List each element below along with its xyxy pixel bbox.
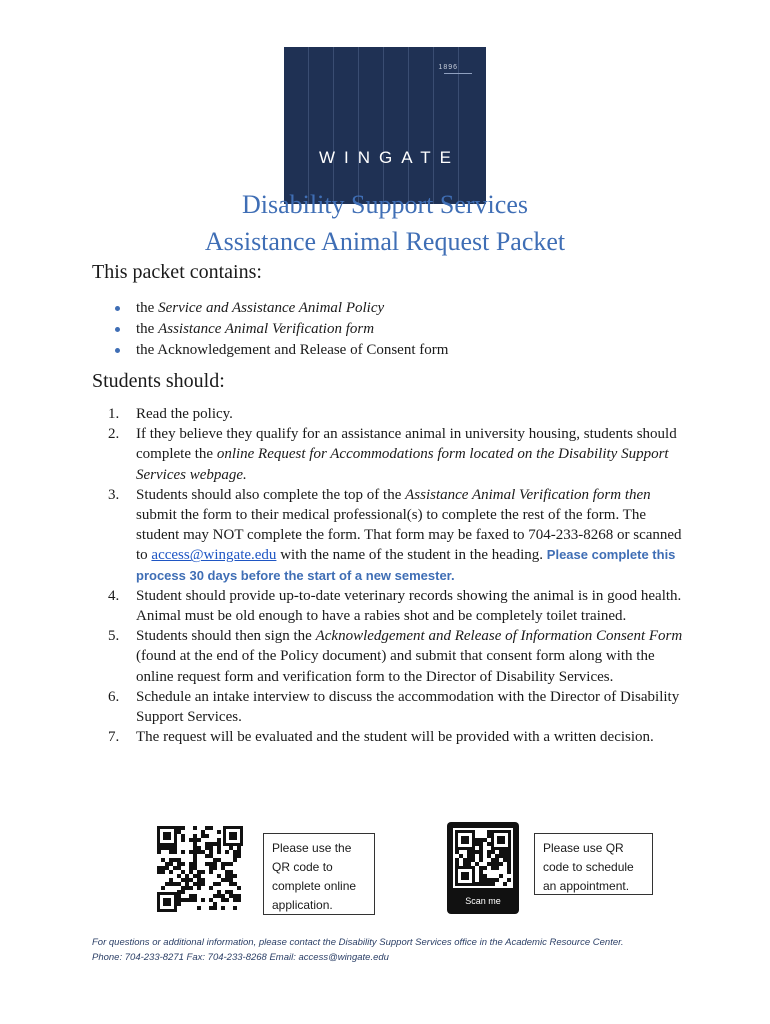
- step-number: 1.: [108, 406, 120, 422]
- wingate-logo: [284, 47, 486, 204]
- step-item: 4. Student should provide up-to-date veterinary records showing the animal is in good health. Animal must be old enough to have a rabies shot and be completely toilet trained.: [108, 587, 682, 625]
- step-item: 5. Students should then sign the Acknowledgement and Release of Information Consent Form (found at the end of the Policy document) and submit that consent form along with the online request form and verification form to the Director of Disability Services.: [108, 628, 683, 685]
- page-subtitle: Assistance Animal Request Packet: [204, 227, 566, 256]
- step-item: 3. Students should also complete the top of the Assistance Animal Verification form then submit the form to their medical professional(s) to complete the rest of the form. The student may NOT complete the form. That form may be faxed to 704-233-8268 or scanned to access@wingate.edu with the name of the student in the heading. Please complete this process 30 days before the start of a new semester.: [108, 486, 682, 583]
- bullet-icon: [115, 348, 120, 353]
- step-number: 5.: [108, 628, 120, 645]
- page-title: Disability Support Services: [242, 190, 528, 219]
- steps-list: [92, 404, 692, 747]
- students-heading: Students should:: [92, 370, 225, 392]
- appointment-qr-note: Please use QR code to schedule an appointment.: [534, 833, 653, 895]
- appointment-qr-code[interactable]: [447, 822, 519, 914]
- step-number: 2.: [108, 426, 120, 443]
- footer-line-2: Phone: 704-233-8271 Fax: 704-233-8268 Email: access@wingate.edu: [92, 952, 389, 963]
- application-qr-note: Please use the QR code to complete online application.: [263, 833, 375, 915]
- packet-item: the Assistance Animal Verification form: [92, 319, 448, 340]
- bullet-icon: [115, 327, 120, 332]
- step-number: 4.: [108, 587, 120, 604]
- step-item: 6. Schedule an intake interview to discuss the accommodation with the Director of Disability Support Services.: [108, 688, 680, 726]
- packet-item: the Service and Assistance Animal Policy: [92, 298, 448, 319]
- packet-heading: This packet contains:: [92, 261, 262, 283]
- step-number: 6.: [108, 688, 120, 705]
- logo-name: WINGATE: [318, 148, 461, 167]
- contact-footer: [92, 935, 712, 965]
- email-link[interactable]: access@wingate.edu: [151, 547, 277, 564]
- step-item: 7. The request will be evaluated and the student will be provided with a written decision.: [92, 727, 692, 747]
- bullet-icon: [115, 306, 120, 311]
- step-number: 7.: [108, 729, 120, 746]
- packet-item: the Acknowledgement and Release of Consent form: [92, 340, 448, 361]
- packet-contents-list: [92, 298, 448, 361]
- scan-me-label: Scan me: [465, 896, 501, 906]
- footer-line-1: For questions or additional information, please contact the Disability Support Services office in the Academic Resource Center.: [92, 937, 624, 948]
- logo-year: 1896: [438, 64, 458, 71]
- application-qr-code[interactable]: [157, 826, 243, 912]
- step-item: 1. Read the policy.: [92, 404, 692, 424]
- logo-divider: [444, 73, 472, 74]
- step-number: 3.: [108, 486, 120, 503]
- step-item: 2. If they believe they qualify for an assistance animal in university housing, students should complete the online Request for Accommodations form located on the Disability Support Services webpage.: [108, 426, 677, 483]
